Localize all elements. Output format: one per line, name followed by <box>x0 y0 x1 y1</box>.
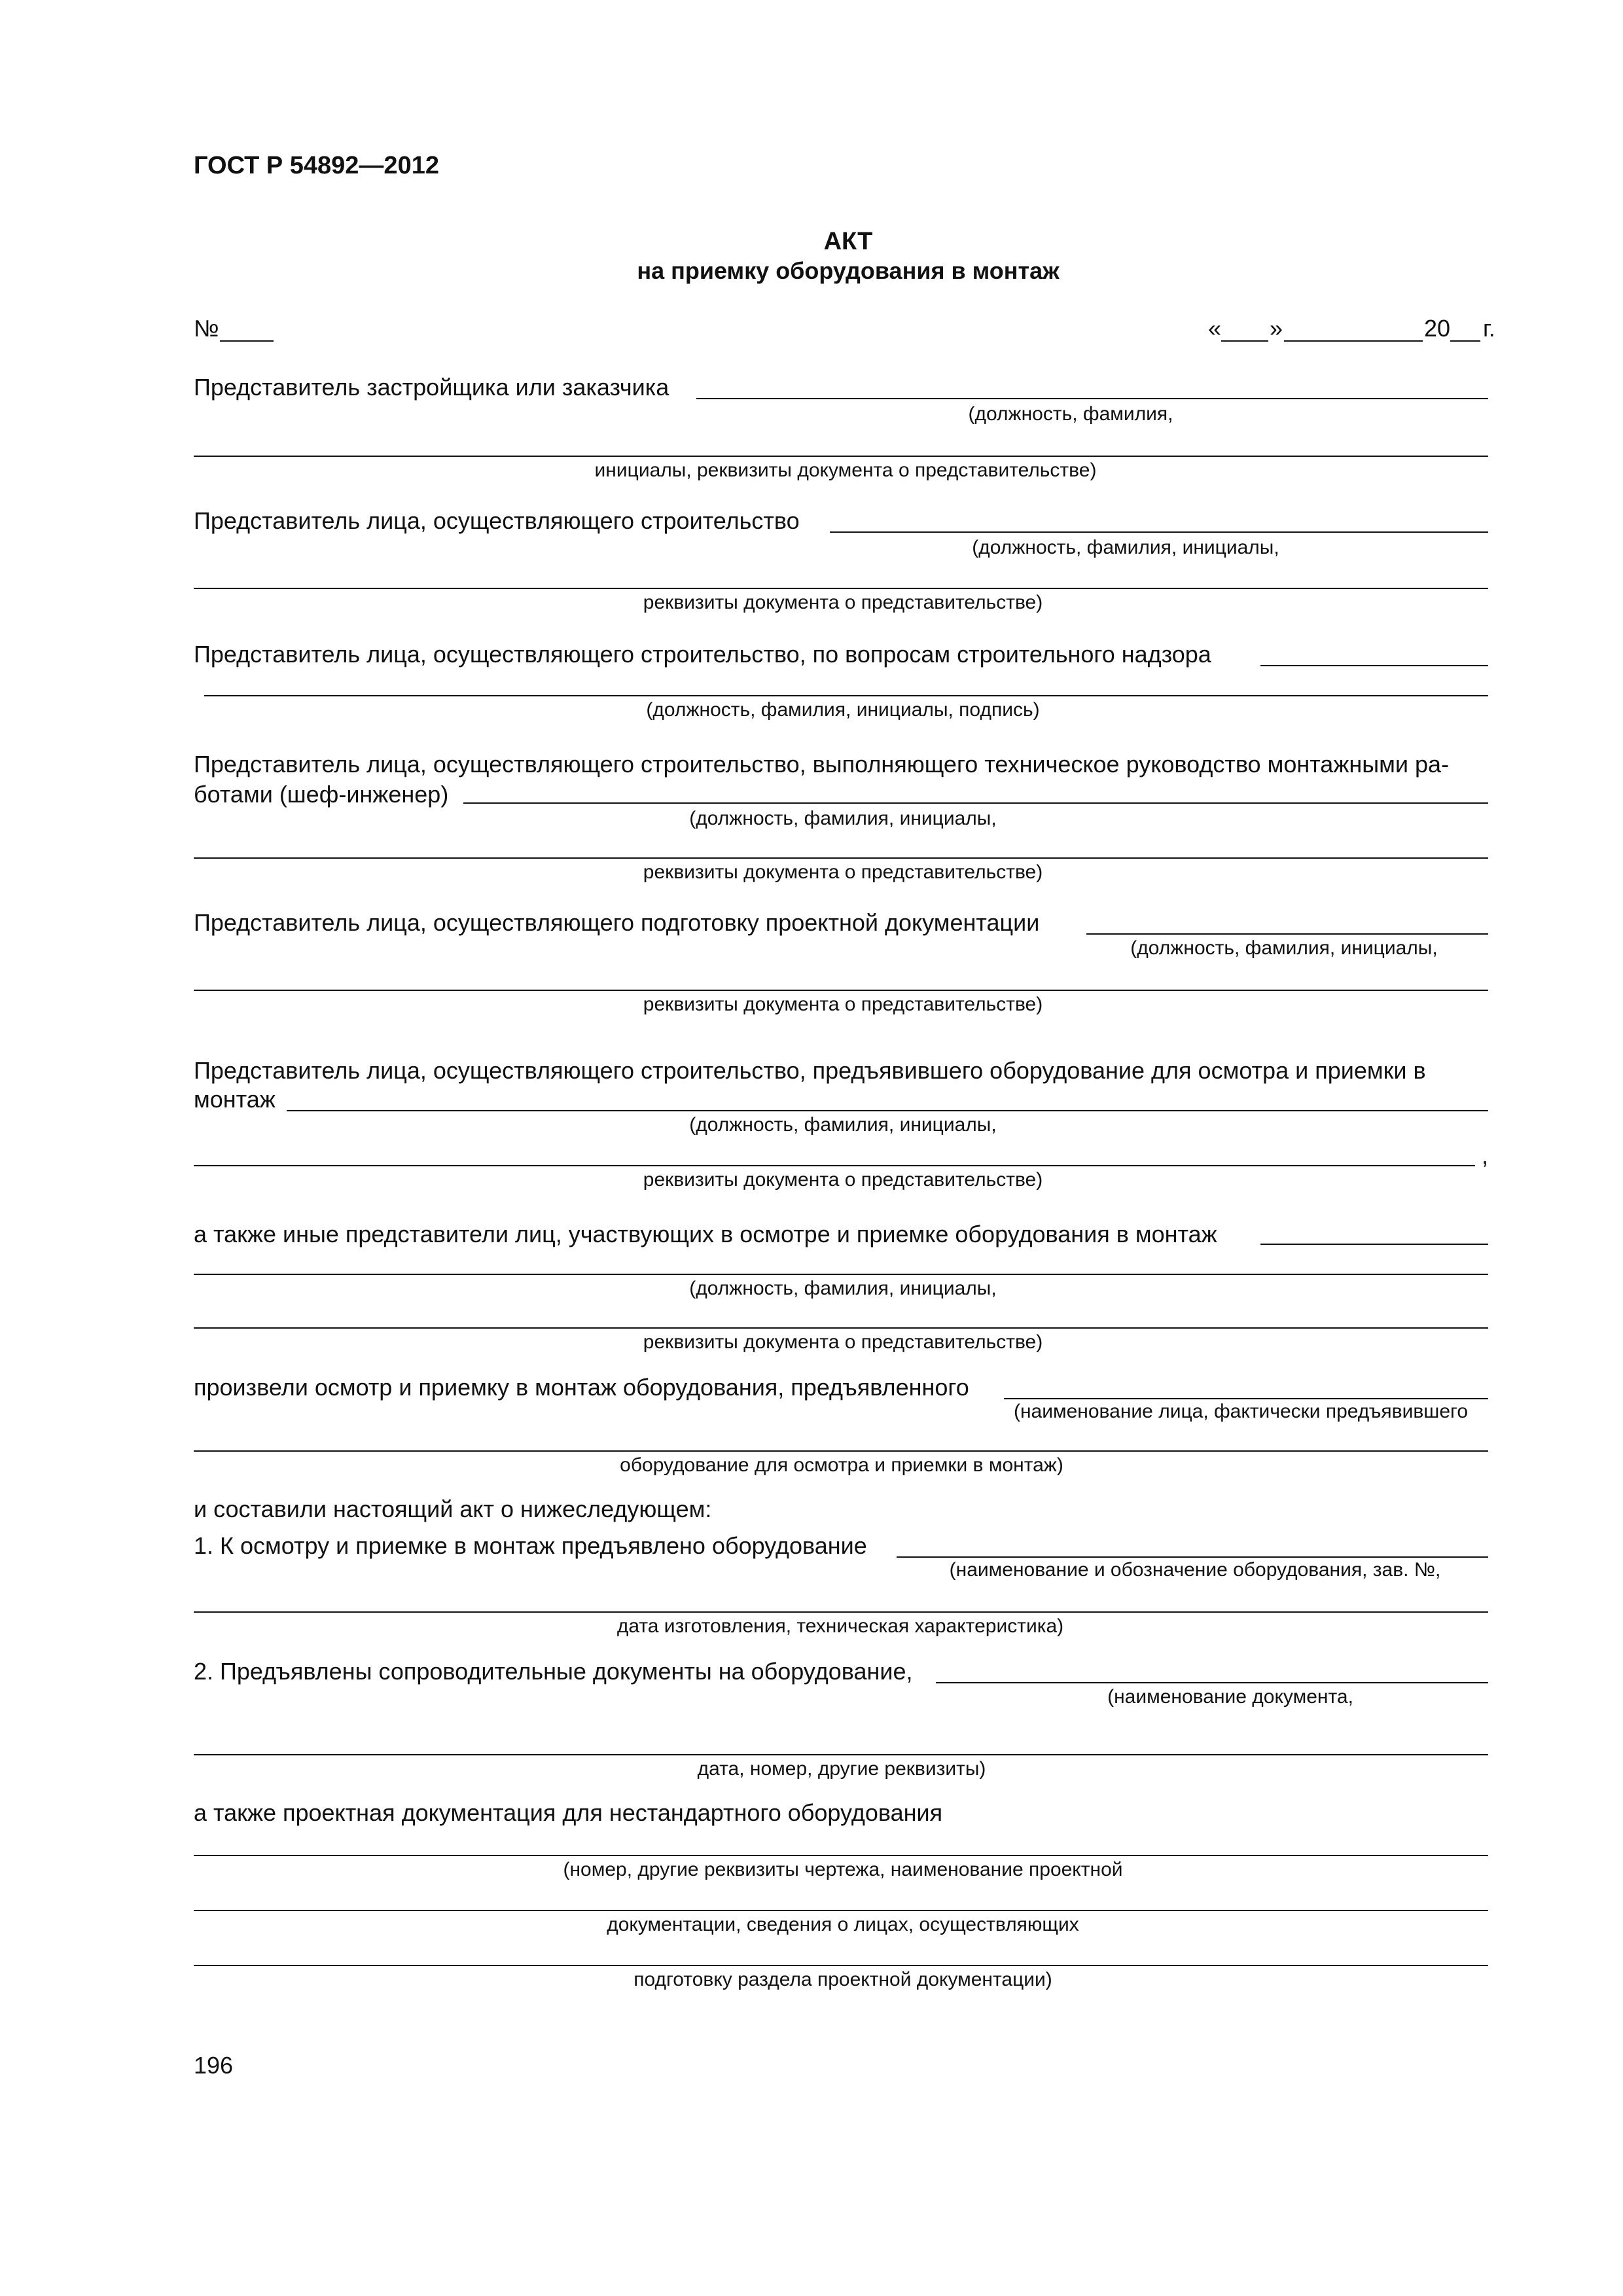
presenter-rep-hint: (должность, фамилия, инициалы, <box>689 1114 997 1136</box>
project-docs-label: а также проектная документация для нестандартного оборудования <box>194 1799 943 1826</box>
designer-rep-hint-2: реквизиты документа о представительстве) <box>643 994 1043 1015</box>
designer-rep-field[interactable] <box>1086 933 1488 935</box>
inspected-field-2[interactable] <box>194 1450 1488 1452</box>
chief-engineer-field-2[interactable] <box>194 857 1488 859</box>
presenter-rep-hint-2: реквизиты документа о представительстве) <box>643 1169 1043 1191</box>
project-docs-hint-3: подготовку раздела проектной документации) <box>633 1969 1052 1990</box>
builder-rep-field-2[interactable] <box>194 588 1488 589</box>
developer-rep-hint: (должность, фамилия, <box>968 403 1173 425</box>
other-reps-field[interactable] <box>1260 1244 1488 1245</box>
builder-rep-hint: (должность, фамилия, инициалы, <box>972 537 1279 558</box>
inspected-hint: (наименование лица, фактически предъявившего <box>1014 1401 1468 1422</box>
project-docs-field-2[interactable] <box>194 1910 1488 1911</box>
project-docs-field-3[interactable] <box>194 1965 1488 1966</box>
date-close-quote: » <box>1270 315 1283 342</box>
builder-rep-label: Представитель лица, осуществляющего строительство <box>194 507 800 534</box>
number-label: № <box>194 315 219 342</box>
date-open-quote: « <box>1208 315 1222 342</box>
presenter-rep-comma: , <box>1482 1142 1489 1169</box>
other-reps-label: а также иные представители лиц, участвующих в осмотре и приемке оборудования в монтаж <box>194 1221 1217 1247</box>
act-intro: и составили настоящий акт о нижеследующем: <box>194 1496 712 1522</box>
developer-rep-hint-2: инициалы, реквизиты документа о представительстве) <box>594 459 1097 481</box>
item2-hint-2: дата, номер, другие реквизиты) <box>697 1758 986 1780</box>
date-month-field[interactable] <box>1284 340 1423 342</box>
presenter-rep-field-2[interactable] <box>194 1165 1475 1166</box>
designer-rep-label: Представитель лица, осуществляющего подготовку проектной документации <box>194 909 1040 936</box>
act-subtitle: на приемку оборудования в монтаж <box>637 257 1060 284</box>
chief-engineer-hint-2: реквизиты документа о представительстве) <box>643 861 1043 883</box>
project-docs-hint-2: документации, сведения о лицах, осуществляющих <box>607 1914 1079 1935</box>
date-year-suffix: г. <box>1483 315 1495 342</box>
item2-label: 2. Предъявлены сопроводительные документы на оборудование, <box>194 1658 913 1685</box>
date-year-field[interactable] <box>1450 340 1480 342</box>
other-reps-hint: (должность, фамилия, инициалы, <box>689 1278 997 1299</box>
supervision-rep-field[interactable] <box>1260 665 1488 666</box>
project-docs-field[interactable] <box>194 1855 1488 1856</box>
item1-label: 1. К осмотру и приемке в монтаж предъявлено оборудование <box>194 1532 867 1559</box>
other-reps-hint-2: реквизиты документа о представительстве) <box>643 1331 1043 1353</box>
number-field[interactable] <box>220 340 274 342</box>
chief-engineer-label-line1: Представитель лица, осуществляющего строительство, выполняющего техническое руководство монтажными ра- <box>194 751 1450 778</box>
inspected-field[interactable] <box>1004 1398 1488 1399</box>
date-century: 20 <box>1424 315 1451 342</box>
item2-field[interactable] <box>936 1682 1488 1683</box>
act-title: АКТ <box>823 228 873 255</box>
project-docs-hint: (номер, другие реквизиты чертежа, наименование проектной <box>563 1859 1123 1880</box>
builder-rep-hint-2: реквизиты документа о представительстве) <box>643 592 1043 613</box>
page-number: 196 <box>194 2052 234 2079</box>
supervision-rep-hint: (должность, фамилия, инициалы, подпись) <box>646 699 1040 721</box>
document-code: ГОСТ Р 54892—2012 <box>194 152 439 179</box>
chief-engineer-field[interactable] <box>463 802 1488 804</box>
builder-rep-field[interactable] <box>830 531 1488 533</box>
inspected-hint-2: оборудование для осмотра и приемки в монтаж) <box>620 1454 1063 1476</box>
designer-rep-field-2[interactable] <box>194 990 1488 991</box>
presenter-rep-field[interactable] <box>287 1110 1488 1111</box>
item1-field-2[interactable] <box>194 1611 1488 1613</box>
presenter-rep-label-line2: монтаж <box>194 1086 276 1113</box>
developer-rep-field[interactable] <box>696 398 1488 399</box>
developer-rep-field-2[interactable] <box>194 456 1488 457</box>
date-day-field[interactable] <box>1221 340 1268 342</box>
supervision-rep-field-2[interactable] <box>204 695 1488 696</box>
other-reps-field-2[interactable] <box>194 1274 1488 1275</box>
chief-engineer-label-line2: ботами (шеф-инженер) <box>194 781 449 808</box>
presenter-rep-label-line1: Представитель лица, осуществляющего строительство, предъявившего оборудование для осмотра и приемки в <box>194 1057 1426 1084</box>
supervision-rep-label: Представитель лица, осуществляющего строительство, по вопросам строительного надзора <box>194 641 1211 668</box>
developer-rep-label: Представитель застройщика или заказчика <box>194 374 669 401</box>
designer-rep-hint: (должность, фамилия, инициалы, <box>1130 937 1438 959</box>
item1-hint: (наименование и обозначение оборудования, зав. №, <box>949 1559 1441 1581</box>
item1-hint-2: дата изготовления, техническая характеристика) <box>616 1615 1064 1637</box>
other-reps-field-3[interactable] <box>194 1327 1488 1329</box>
item1-field[interactable] <box>897 1556 1488 1558</box>
item2-hint: (наименование документа, <box>1107 1686 1353 1708</box>
item2-field-2[interactable] <box>194 1754 1488 1755</box>
chief-engineer-hint: (должность, фамилия, инициалы, <box>689 808 997 829</box>
inspected-label: произвели осмотр и приемку в монтаж оборудования, предъявленного <box>194 1374 969 1401</box>
